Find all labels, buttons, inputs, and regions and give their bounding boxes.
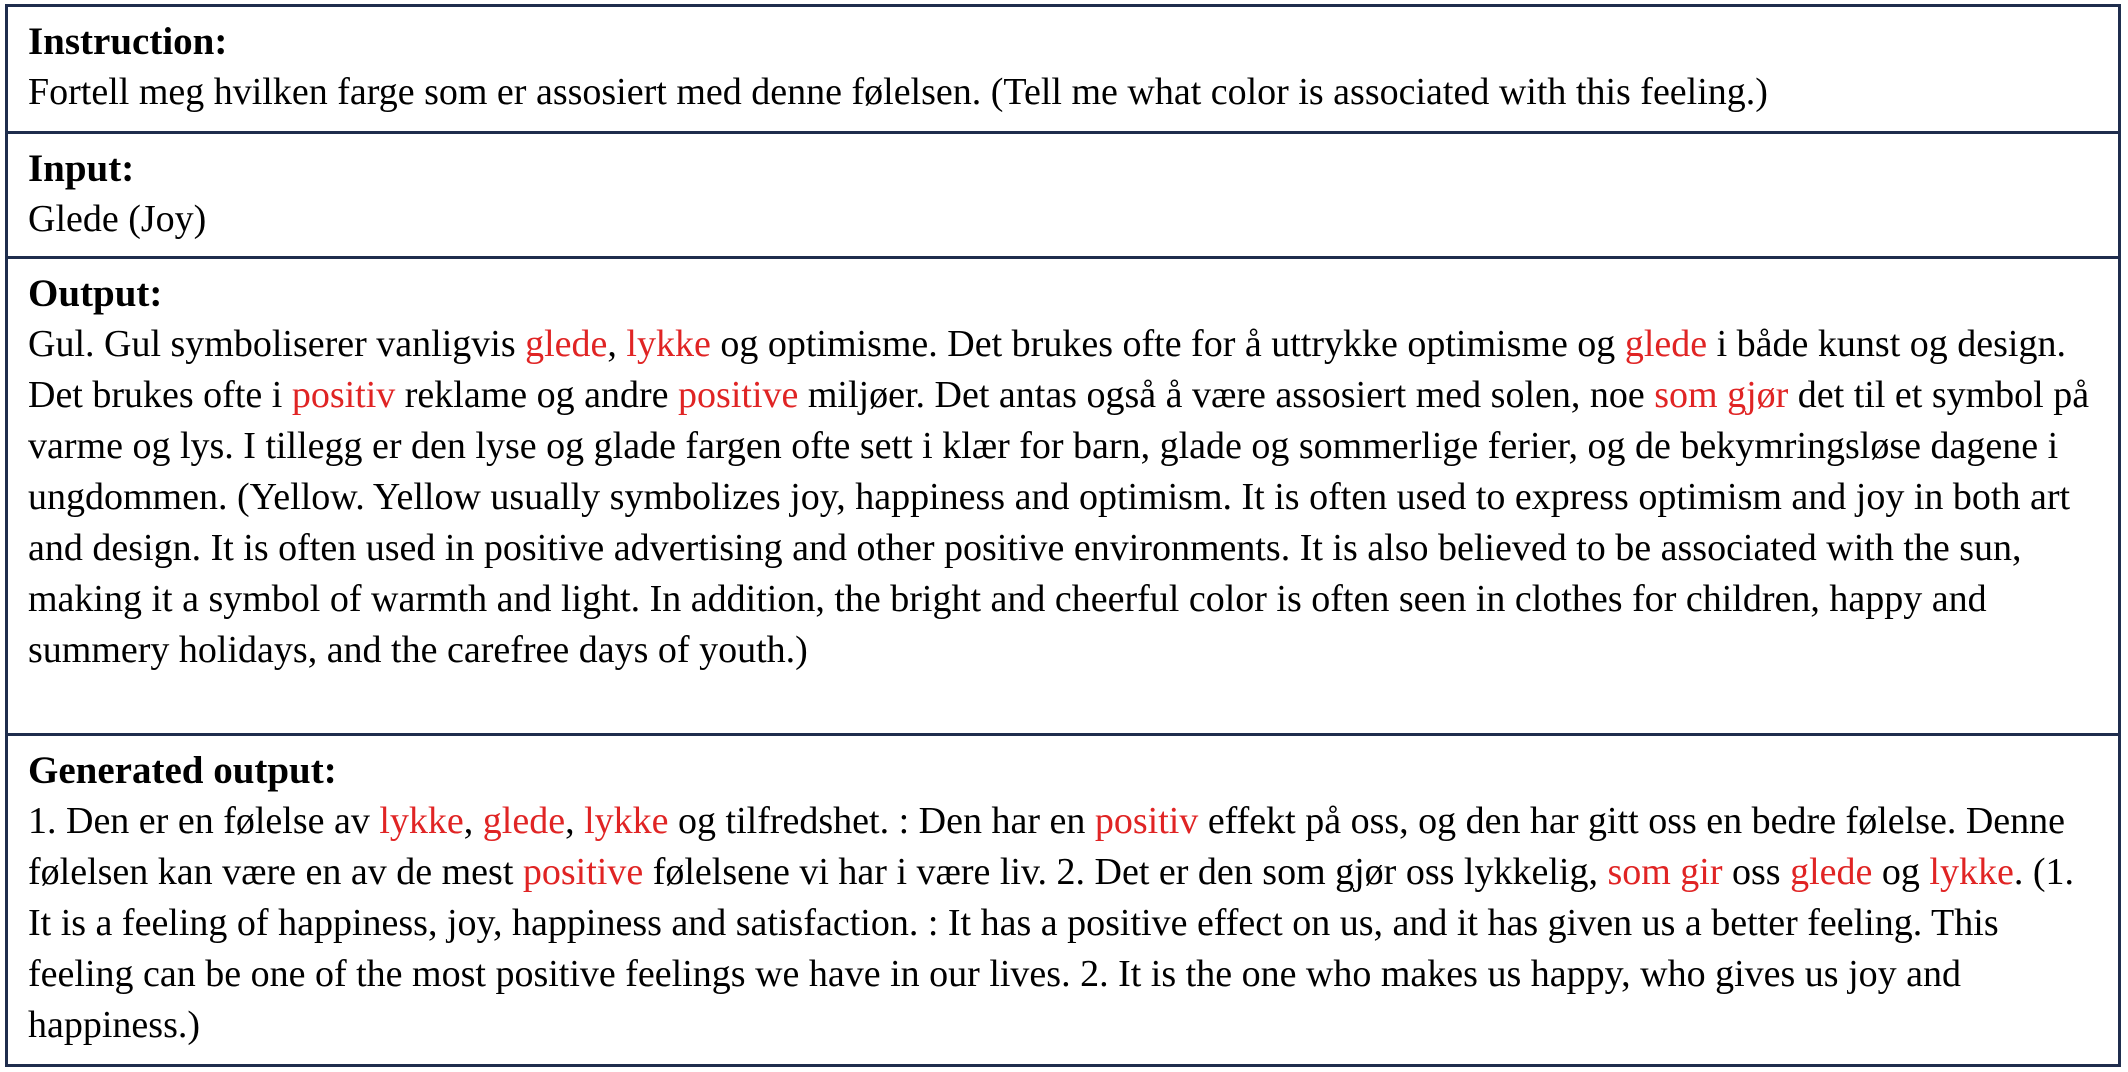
text-segment: følelsene vi har i være liv. 2. Det er den som gjør oss lykkelig, [643, 851, 1608, 893]
input-section [8, 131, 2118, 256]
highlighted-word: som gjør [1654, 374, 1789, 416]
highlighted-word: glede [1624, 323, 1708, 365]
text-segment: Gul. Gul symboliserer vanligvis [28, 323, 526, 365]
input-text [28, 194, 2098, 245]
highlighted-word: positiv [1094, 800, 1199, 842]
text-segment: og tilfredshet. : Den har en [668, 800, 1095, 842]
example-table [5, 4, 2121, 1067]
highlighted-word: positive [522, 851, 644, 893]
instruction-section [8, 7, 2118, 131]
text-segment: , [565, 800, 585, 842]
text-segment: , [463, 800, 483, 842]
output-heading: Output: [28, 272, 163, 315]
generated-output-section [8, 733, 2118, 1064]
highlighted-word: glede [525, 323, 608, 365]
text-segment: miljøer. Det antas også å være assosiert med solen, noe [798, 374, 1655, 416]
text-segment: i både kunst og design. Det brukes ofte i [28, 323, 2066, 416]
highlighted-word: lykke [1929, 851, 2014, 893]
text-segment: 1. Den er en følelse av [28, 800, 380, 842]
text-segment: reklame og andre [395, 374, 679, 416]
text-segment: og optimisme. Det brukes ofte for å uttrykke optimisme og [710, 323, 1625, 365]
text-segment: og [1872, 851, 1930, 893]
text-segment: Glede (Joy) [28, 198, 207, 240]
output-text [28, 319, 2098, 676]
generated-output-heading: Generated output: [28, 749, 337, 792]
highlighted-word: lykke [626, 323, 711, 365]
text-segment: Fortell meg hvilken farge som er assosiert med denne følelsen. (Tell me what color is associated with this feeling.) [28, 71, 1768, 113]
generated-output-text [28, 796, 2098, 1051]
highlighted-word: som gir [1607, 851, 1723, 893]
output-section [8, 256, 2118, 733]
highlighted-word: positiv [291, 374, 396, 416]
text-segment: , [607, 323, 627, 365]
text-segment: det til et symbol på varme og lys. I tillegg er den lyse og glade fargen ofte sett i klær for barn, glade og sommerlige ferier, og de bekymringsløse dagene i ungdommen. (Yellow. Yellow usually symbolizes joy, happiness and optimism. It is often used to express optimism and joy in both art and design. It is often used in positive advertising and other positive environments. It is also believed to be associated with the sun, making it a symbol of warmth and light. In addition, the bright and cheerful color is often seen in clothes for children, happy and summery holidays, and the carefree days of youth.) [28, 374, 2090, 671]
instruction-heading: Instruction: [28, 20, 228, 63]
text-segment: effekt på oss, og den har gitt oss en bedre følelse. Denne følelsen kan være en av de mest [28, 800, 2066, 893]
highlighted-word: lykke [379, 800, 464, 842]
highlighted-word: positive [678, 374, 799, 416]
instruction-text [28, 67, 2098, 118]
highlighted-word: lykke [584, 800, 669, 842]
input-heading: Input: [28, 147, 135, 190]
text-segment: . (1. It is a feeling of happiness, joy, happiness and satisfaction. : It has a positive effect on us, and it has given us a better feeling. This feeling can be one of the most positive feelings we have in our lives. 2. It is the one who makes us happy, who gives us joy and happiness.) [28, 851, 2074, 1046]
highlighted-word: glede [1790, 851, 1873, 893]
text-segment: oss [1722, 851, 1791, 893]
highlighted-word: glede [482, 800, 566, 842]
